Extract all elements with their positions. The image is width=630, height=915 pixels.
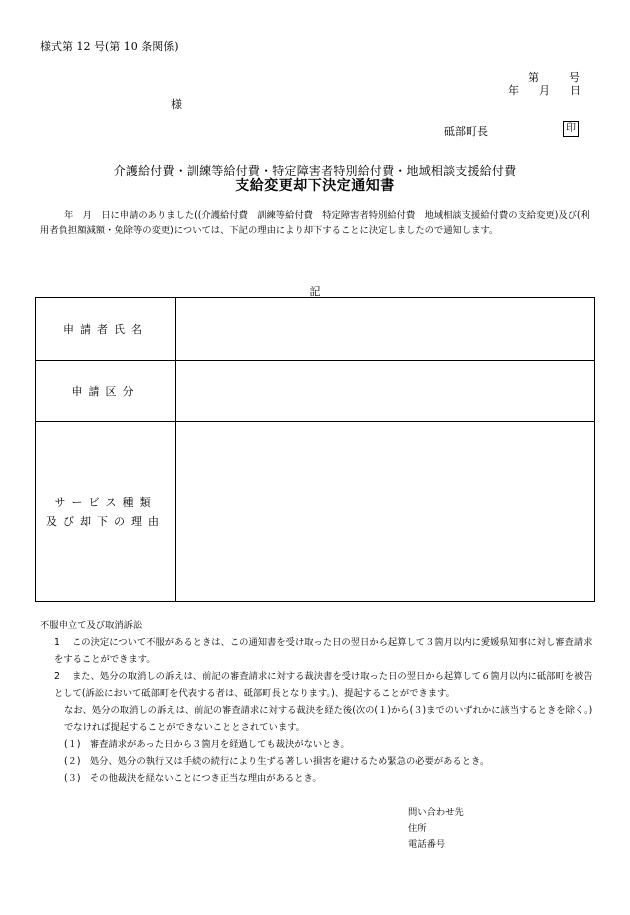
document-title-line2: 支給変更却下決定通知書 — [235, 178, 395, 194]
appeal-item-2-note: なお、処分の取消しの訴えは、前記の審査請求に対する裁決を経た後(次の(１)から(３)までのいずれかに該当するときを除く。)でなければ提起することができないこととされています。 — [64, 705, 593, 733]
issue-date — [508, 82, 581, 98]
appeal-item-2-text: また、処分の取消しの訴えは、前記の審査請求に対する裁決書を受け取った日の翌日から起算して６箇月以内に砥部町を被告として(訴訟において砥部町を代表する者は、砥部町長となります。)、提起することができます。 — [54, 671, 593, 699]
number-suffix: 号 — [569, 71, 580, 84]
applicant-name-value — [176, 298, 595, 361]
ki-heading: 記 — [309, 285, 321, 298]
date-month: 月 — [539, 84, 550, 97]
appeal-item-2-number: 2 — [54, 671, 60, 682]
form-number: 様式第 12 号(第 10 条関係) — [40, 40, 179, 53]
number-prefix: 第 — [528, 71, 539, 84]
application-type-value — [176, 361, 595, 422]
contact-heading: 問い合わせ先 — [408, 807, 464, 818]
appeal-item-1-text: この決定について不服があるときは、この通知書を受け取った日の翌日から起算して３箇月以内に愛媛県知事に対し審査請求をすることができます。 — [54, 637, 593, 665]
service-reason-value — [176, 422, 595, 602]
applicant-name-label: 申請者氏名 — [36, 298, 176, 361]
table-row — [36, 422, 595, 602]
appeal-item-2 — [40, 668, 595, 702]
appeal-item-1-number: 1 — [54, 637, 60, 648]
table-row — [36, 298, 595, 361]
service-reason-label — [36, 422, 176, 602]
date-year: 年 — [508, 84, 519, 97]
appeal-item-1 — [40, 634, 595, 668]
service-reason-label-line1: サービス種類 — [54, 495, 157, 509]
date-day: 日 — [570, 84, 581, 97]
appeal-heading: 不服申立て及び取消訴訟 — [40, 620, 143, 631]
service-reason-label-line2: 及び却下の理由 — [46, 514, 165, 528]
issuer-name: 砥部町長 — [444, 125, 488, 138]
application-type-label: 申請区分 — [36, 361, 176, 422]
contact-phone-label: 電話番号 — [408, 839, 446, 850]
seal-stamp: 印 — [563, 121, 579, 137]
decision-table — [35, 297, 595, 602]
document-title-line1: 介護給付費・訓練等給付費・特定障害者特別給付費・地域相談支援給付費 — [113, 164, 517, 178]
addressee-suffix: 様 — [171, 98, 182, 111]
contact-block — [408, 805, 464, 853]
appeal-sub-3: (３) その他裁決を経ないことにつき正当な理由があるとき。 — [64, 773, 322, 784]
table-row — [36, 361, 595, 422]
appeal-sub-2: (２) 処分、処分の執行又は手続の続行により生ずる著しい損害を避けるため緊急の必要があるとき。 — [64, 756, 490, 767]
notice-body: 年 月 日に申請のありました((介護給付費 訓練等給付費 特定障害者特別給付費 地域相談支援給付費の支給変更)及び(利用者負担額減額・免除等の変更)については、下記の理由により却下することに決定しましたので通知します。 — [40, 210, 590, 236]
appeal-sub-1: (１) 審査請求があった日から３箇月を経過しても裁決がないとき。 — [64, 739, 350, 750]
contact-address-label: 住所 — [408, 823, 427, 834]
appeal-section — [40, 617, 595, 787]
